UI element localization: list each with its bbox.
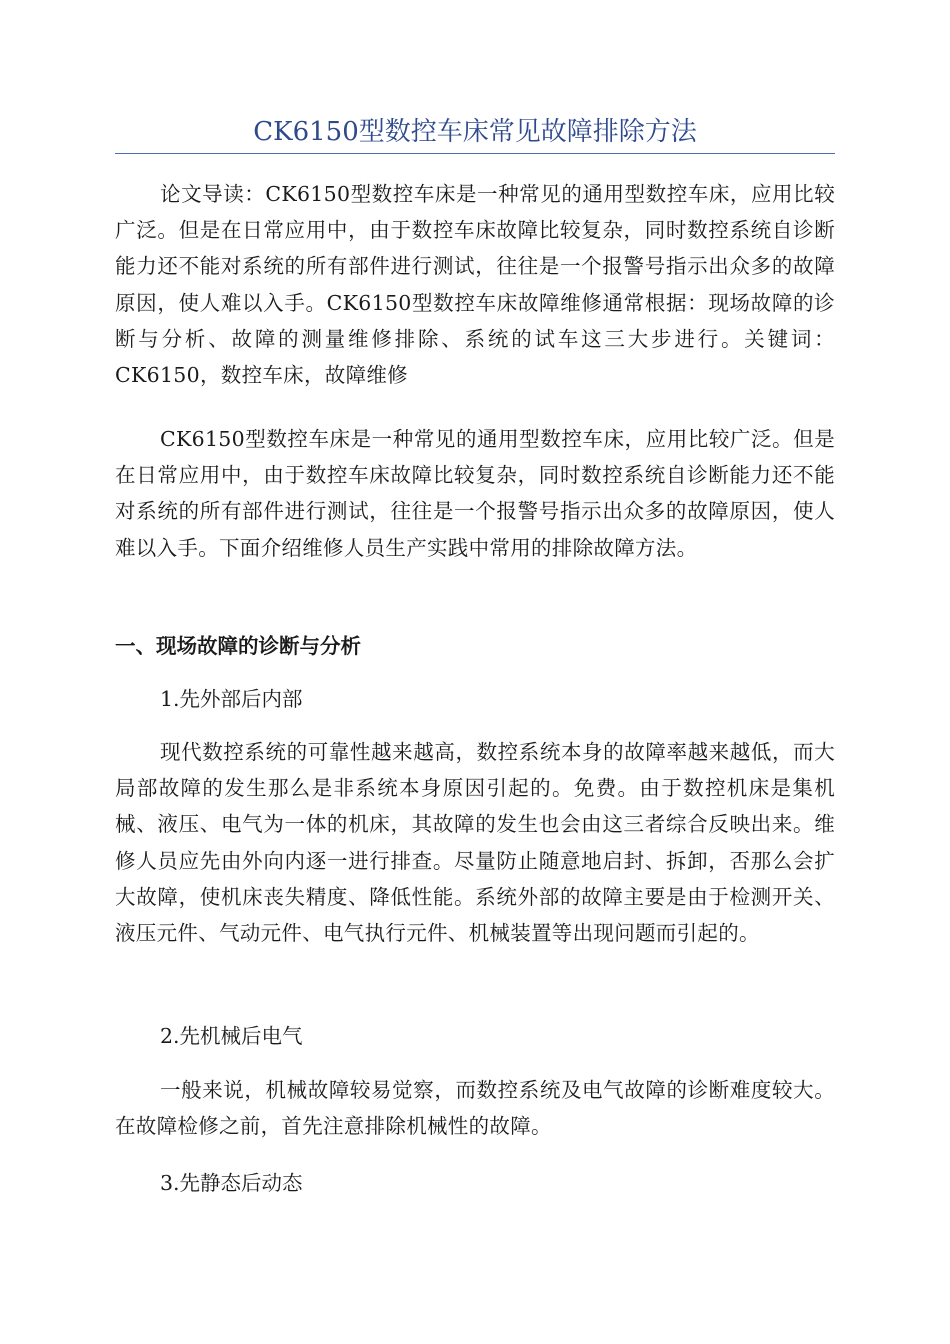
body-paragraph: 一般来说，机械故障较易觉察，而数控系统及电气故障的诊断难度较大。在故障检修之前，首先注意排除机械性的故障。 [115, 1078, 835, 1139]
body-paragraph: CK6150型数控车床是一种常见的通用型数控车床，应用比较广泛。但是在日常应用中，由于数控车床故障比较复杂，同时数控系统自诊断能力还不能对系统的所有部件进行测试，往往是一个报警号指示出众多的故障原因，使人难以入手。下面介绍维修人员生产实践中常用的排除故障方法。 [115, 427, 835, 560]
document-title: CK6150型数控车床常见故障排除方法 [253, 117, 697, 147]
body-paragraph: 现代数控系统的可靠性越来越高，数控系统本身的故障率越来越低，而大局部故障的发生那么是非系统本身原因引起的。免费。由于数控机床是集机械、液压、电气为一体的机床，其故障的发生也会由这三者综合反映出来。维修人员应先由外向内逐一进行排查。尽量防止随意地启封、拆卸，否那么会扩大故障，使机床丧失精度、降低性能。系统外部的故障主要是由于检测开关、液压元件、气动元件、电气执行元件、机械装置等出现问题而引起的。 [115, 740, 835, 946]
subsection-heading: 2.先机械后电气 [160, 1024, 303, 1048]
title-underline [115, 153, 835, 154]
section-heading: 一、现场故障的诊断与分析 [115, 634, 361, 658]
subsection-heading: 3.先静态后动态 [160, 1171, 303, 1195]
intro-paragraph: 论文导读：CK6150型数控车床是一种常见的通用型数控车床，应用比较广泛。但是在日常应用中，由于数控车床故障比较复杂，同时数控系统自诊断能力还不能对系统的所有部件进行测试，往往是一个报警号指示出众多的故障原因，使人难以入手。CK6150型数控车床故障维修通常根据：现场故障的诊断与分析、故障的测量维修排除、系统的试车这三大步进行。关键词：CK6150，数控车床，故障维修 [115, 182, 835, 388]
subsection-heading: 1.先外部后内部 [160, 687, 303, 711]
